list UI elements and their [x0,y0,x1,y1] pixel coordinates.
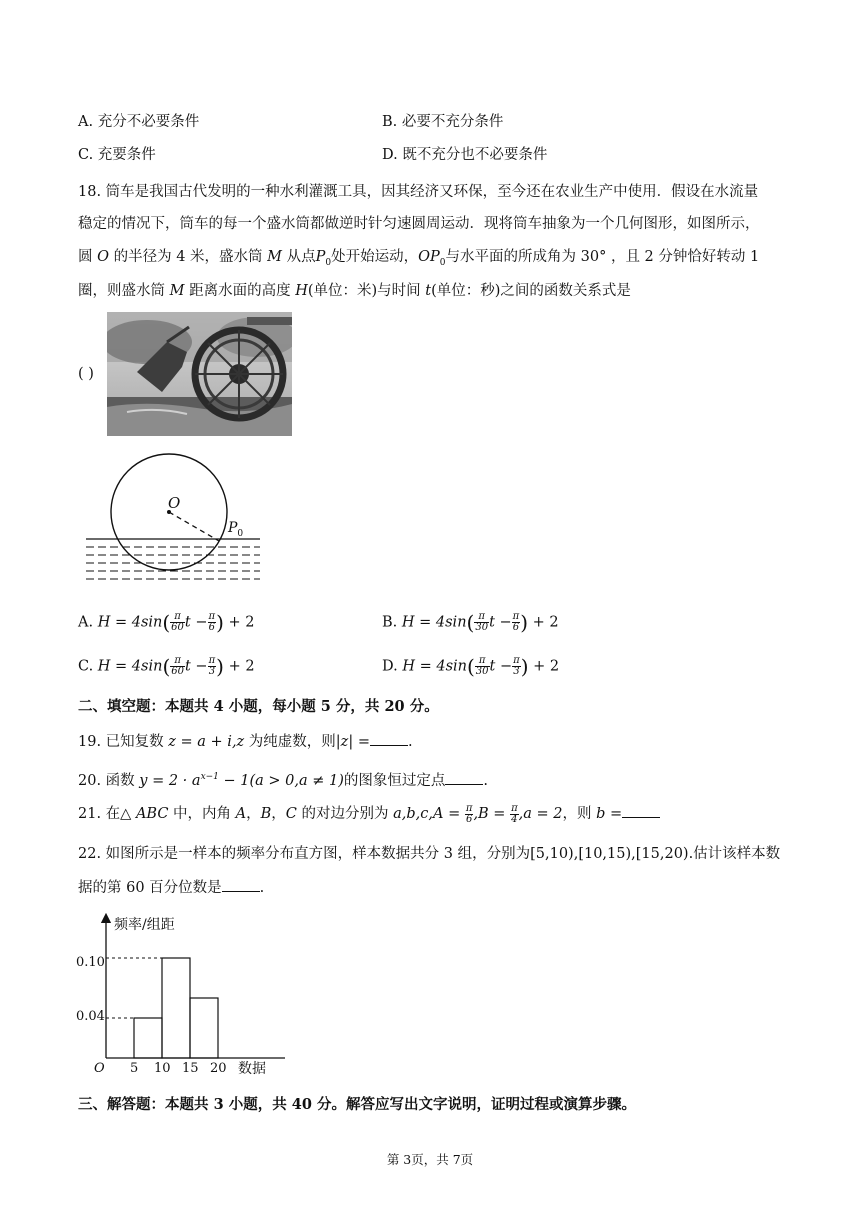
q18-line-1: 18. 筒车是我国古代发明的一种水利灌溉工具，因其经济又环保，至今还在农业生产中使用．假设在水流量 [78,184,759,200]
q21: 21. 在△ ABC 中，内角 A，B，C 的对边分别为 a,b,c,A = $\frac{\pi}{6}$ ,B = $\frac{\pi}{4}$ ,a = 2，则 b = [78,803,660,825]
x-tick-5: 5 [130,1061,139,1076]
point-o-label: O [168,494,181,512]
y-tick-0.10: 0.10 [76,955,105,970]
origin-label: O [94,1061,105,1076]
q18-option-a: A. H = 4sin( $\frac{\pi}{60}$ t − $\frac{\pi}{6}$ ) + 2 [78,610,255,635]
q20: 20. 函数 $y = 2 \cdot a^{x-1} - 1(a > 0,a \ne 1)$的图象恒过定点 . [78,767,488,791]
q18-answer-paren: ( ) [78,366,94,382]
x-axis-label: 数据 [238,1061,266,1077]
q18-line-4: 圈，则盛水筒 M 距离水面的高度 H(单位：米)与时间 t(单位：秒)之间的函数关系式是 [78,283,631,299]
q22-line-2: 据的第 60 百分位数是 . [78,877,264,898]
section-2-title: 二、填空题：本题共 4 小题，每小题 5 分，共 20 分。 [78,698,439,715]
page-footer: 第 3页，共 7页 [386,1152,474,1167]
x-tick-15: 15 [182,1061,199,1076]
y-axis-label: 频率/组距 [114,917,175,933]
q18-option-b: B. H = 4sin( $\frac{\pi}{30}$ t − $\frac{\pi}{6}$ ) + 2 [382,610,559,635]
x-tick-20: 20 [210,1061,227,1076]
q19: 19. 已知复数 z = a + i,z 为纯虚数，则|z| = . [78,731,413,752]
q17-option-d: D. 既不充分也不必要条件 [382,147,548,163]
q17-option-a: A. 充分不必要条件 [78,114,200,130]
q18-option-d: D. H = 4sin( $\frac{\pi}{30}$ t − $\frac{\pi}{3}$ ) + 2 [382,654,560,679]
wheel-diagram [78,450,268,590]
histogram-bar-[5,10) [134,1018,162,1058]
q17-option-b: B. 必要不充分条件 [382,114,504,130]
q17-option-c: C. 充要条件 [78,147,156,163]
point-p0-label: $P_0$ [228,520,244,539]
y-tick-0.04: 0.04 [76,1009,105,1024]
q22-line-1: 22. 如图所示是一样本的频率分布直方图，样本数据共分 3 组，分别为[5,10),[10,15),[15,20).估计该样本数 [78,846,781,862]
x-tick-10: 10 [154,1061,171,1076]
q18-line-3: 圆 O 的半径为 4 米，盛水筒 M 从点$P_0$处开始运动，$OP_0$与水平面的所成角为 30° ，且 2 分钟恰好转动 1 [78,249,760,268]
q18-option-c: C. H = 4sin( $\frac{\pi}{60}$ t − $\frac{\pi}{3}$ ) + 2 [78,654,255,679]
histogram-bar-[15,20) [190,998,218,1058]
frequency-histogram [70,908,290,1078]
q18-line-2: 稳定的情况下，筒车的每一个盛水筒都做逆时针匀速圆周运动．现将筒车抽象为一个几何图形，如图所示， [78,216,760,232]
water-wheel-photo [107,312,292,436]
section-3-title: 三、解答题：本题共 3 小题，共 40 分。解答应写出文字说明，证明过程或演算步骤。 [78,1096,636,1113]
histogram-bar-[10,15) [162,958,190,1058]
